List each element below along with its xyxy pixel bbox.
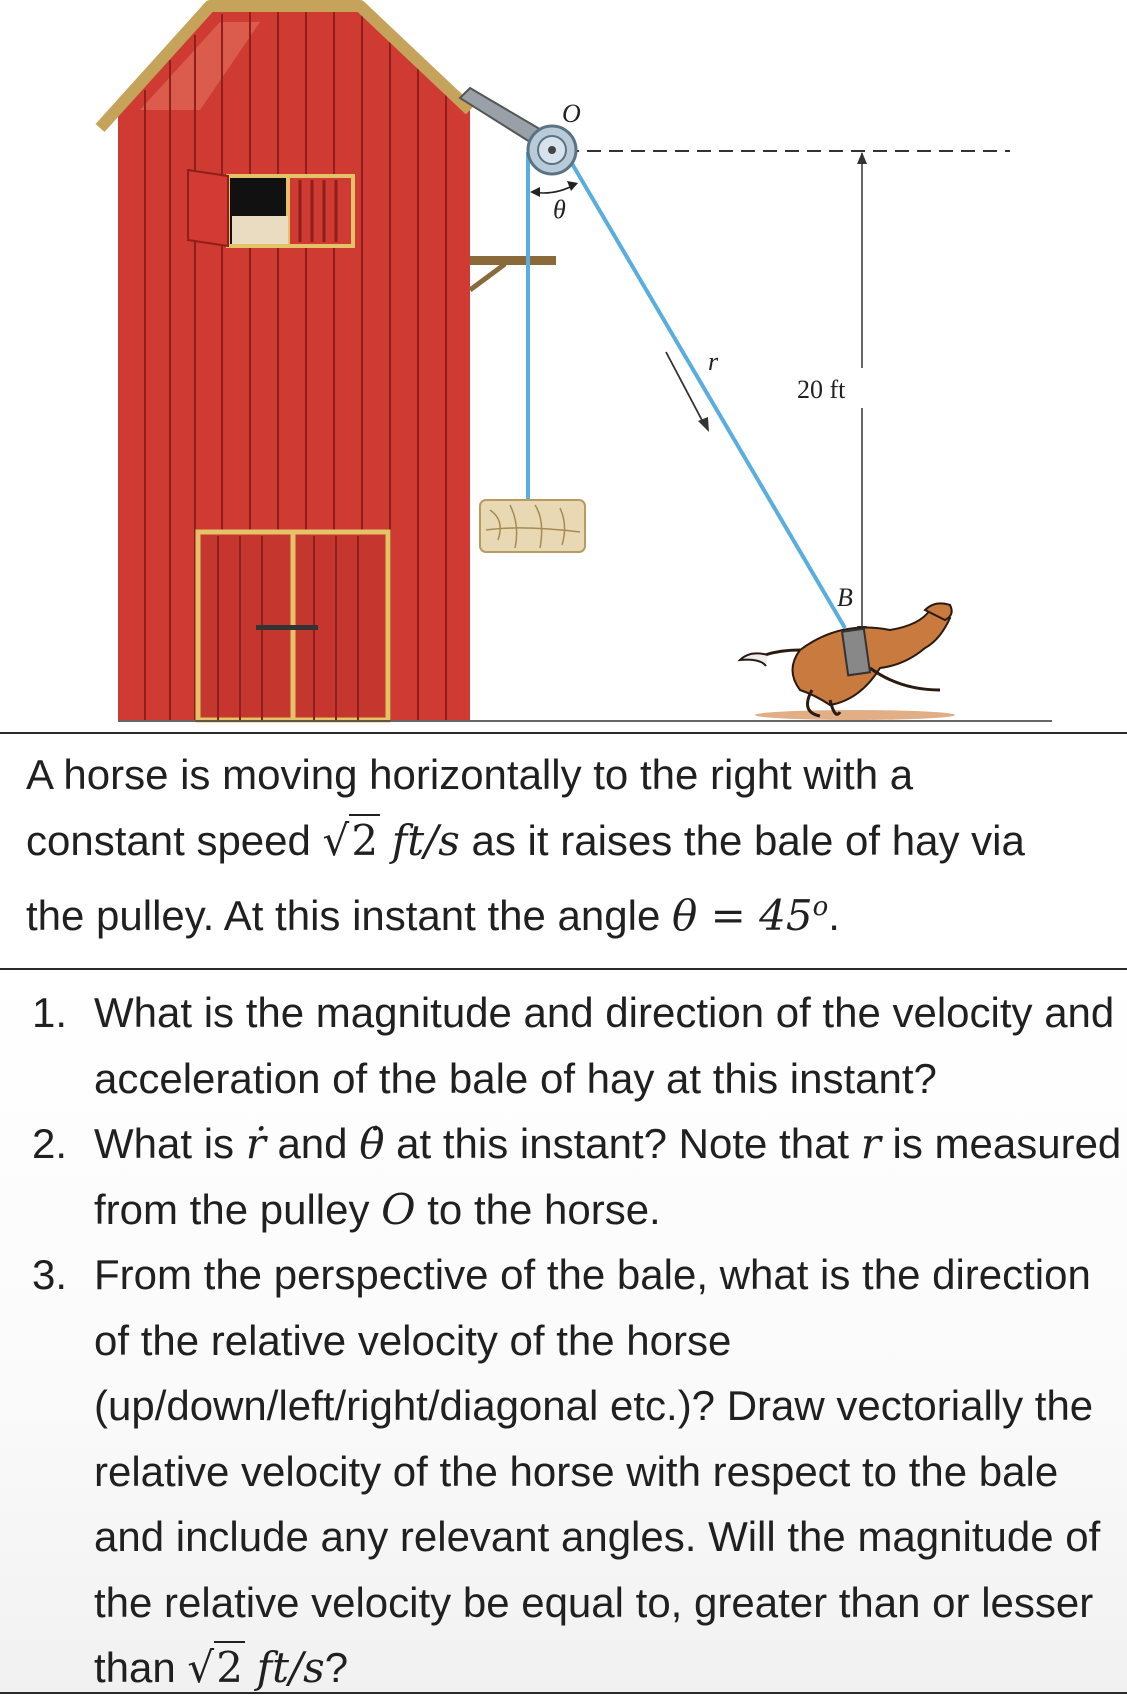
r-dot-symbol: ṙ xyxy=(245,1119,266,1168)
statement-text: constant speed xyxy=(26,817,323,864)
r-label: r xyxy=(708,347,719,376)
hay-bale xyxy=(480,500,585,552)
question-text: and xyxy=(265,1120,360,1167)
theta-dot-symbol: θ̇ xyxy=(359,1119,385,1168)
speed-unit: ft/s xyxy=(256,1643,325,1692)
r-symbol: r xyxy=(860,1119,881,1168)
question-item xyxy=(32,1242,1122,1701)
barn-doors xyxy=(198,532,388,720)
pulley xyxy=(528,126,576,174)
question-item xyxy=(32,980,1122,1111)
question-text: From the perspective of the bale, what is the direction of the relative velocity of the horse (up/down/left/right/diagonal etc.)? Draw vectorially the relative velocity of the horse with respect to the bale and include any relevant angles. Will the magnitude of the relative velocity be equal to, greater than or lesser than xyxy=(94,1251,1101,1691)
divider-middle xyxy=(0,968,1127,970)
loft-window xyxy=(188,170,353,246)
statement-line-1: A horse is moving horizontally to the right with a xyxy=(26,751,914,798)
speed-sqrt: √2 xyxy=(187,1643,243,1692)
angle-equation: θ = 45 xyxy=(671,891,813,940)
height-dimension xyxy=(857,152,867,638)
statement-text: the pulley. At this instant the angle xyxy=(26,892,672,939)
question-text: What is the magnitude and direction of the velocity and acceleration of the bale of hay at this instant? xyxy=(94,989,1115,1102)
angle-label: θ xyxy=(553,195,566,224)
statement-line-2 xyxy=(26,808,1116,874)
pulley-label: O xyxy=(562,99,581,128)
statement-line-3 xyxy=(26,874,1116,949)
divider-top xyxy=(0,732,1127,734)
question-text: is measured from the pulley xyxy=(94,1120,1122,1233)
speed-radicand: 2 xyxy=(351,816,379,865)
question-number: 3. xyxy=(32,1251,68,1298)
shelf-bracket xyxy=(470,256,556,290)
speed-radicand: 2 xyxy=(216,1643,243,1692)
problem-statement xyxy=(26,742,1116,949)
question-item xyxy=(32,1111,1122,1242)
question-number: 2. xyxy=(32,1120,68,1167)
question-text: ? xyxy=(324,1644,349,1691)
horse xyxy=(740,603,955,720)
height-label: 20 ft xyxy=(797,375,846,404)
speed-sqrt: √2 xyxy=(322,816,379,865)
statement-text: . xyxy=(828,892,840,939)
degree-mark: o xyxy=(812,892,829,922)
statement-text: as it raises the bale of hay via xyxy=(459,817,1025,864)
question-list-panel xyxy=(0,972,1127,1692)
divider-bottom xyxy=(0,1692,1127,1694)
question-list xyxy=(32,980,1122,1701)
question-text: to the horse. xyxy=(415,1185,661,1233)
question-text: What is xyxy=(94,1120,246,1167)
point-b-label: B xyxy=(837,583,853,612)
speed-unit: ft/s xyxy=(391,816,460,865)
question-text: at this instant? Note that xyxy=(384,1120,861,1167)
question-number: 1. xyxy=(32,989,68,1036)
o-symbol: O xyxy=(381,1184,416,1234)
barn-pulley-diagram xyxy=(0,0,1127,730)
